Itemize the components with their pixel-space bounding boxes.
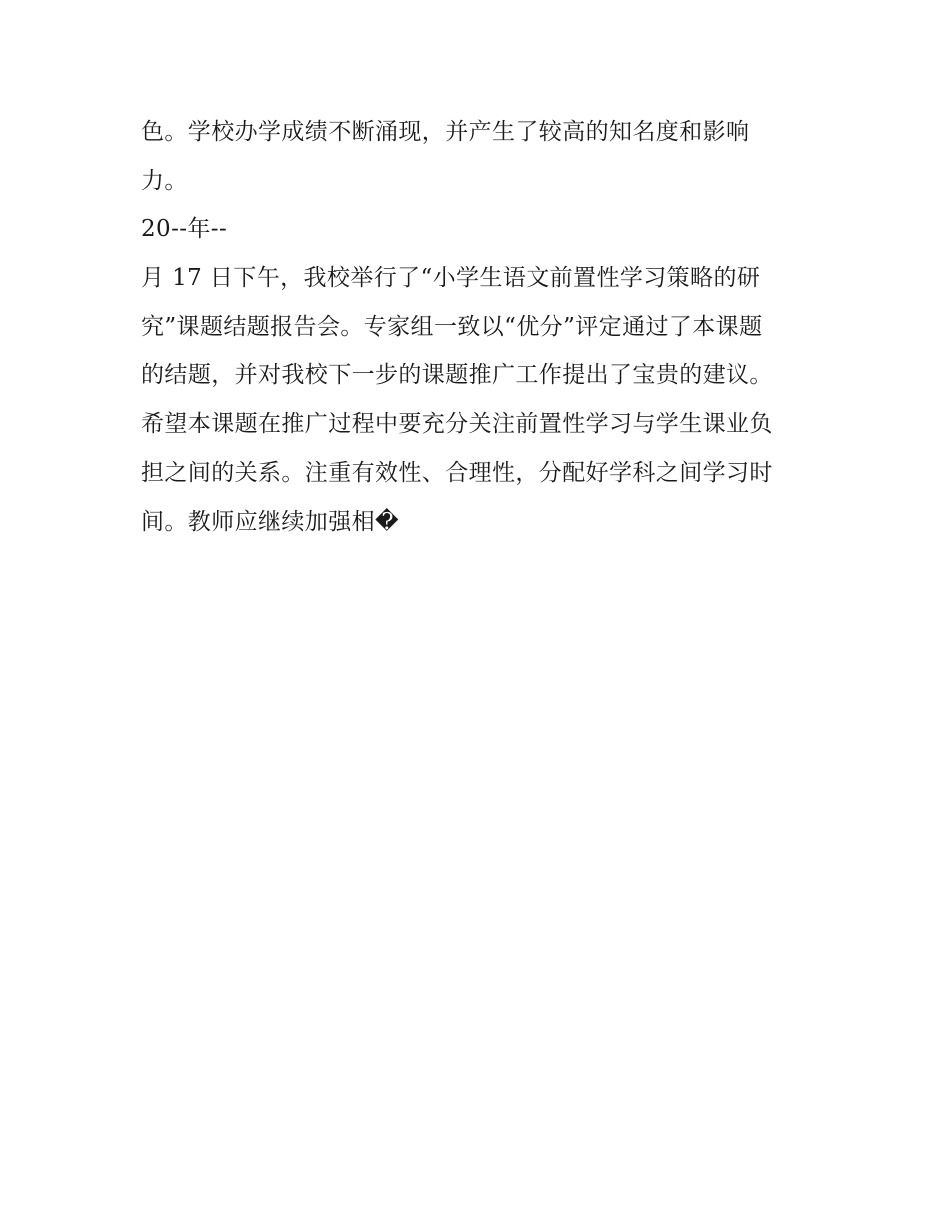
text-line: 希望本课题在推广过程中要充分关注前置性学习与学生课业负 <box>141 411 773 438</box>
text-line: 月 17 日下午，我校举行了“小学生语文前置性学习策略的研 <box>141 265 761 292</box>
text-line: 的结题，并对我校下一步的课题推广工作提出了宝贵的建议。 <box>141 362 773 389</box>
text-line: 20--年-- <box>141 216 228 243</box>
text-line: 担之间的关系。注重有效性、合理性，分配好学科之间学习时 <box>141 459 773 486</box>
text-line: 力。 <box>141 167 188 194</box>
text-line: 究”课题结题报告会。专家组一致以“优分”评定通过了本课题 <box>141 313 763 340</box>
text-line: 间。教师应继续加强相� <box>141 508 399 535</box>
body-text <box>141 108 831 546</box>
text-line: 色。学校办学成绩不断涌现，并产生了较高的知名度和影响 <box>141 119 750 145</box>
